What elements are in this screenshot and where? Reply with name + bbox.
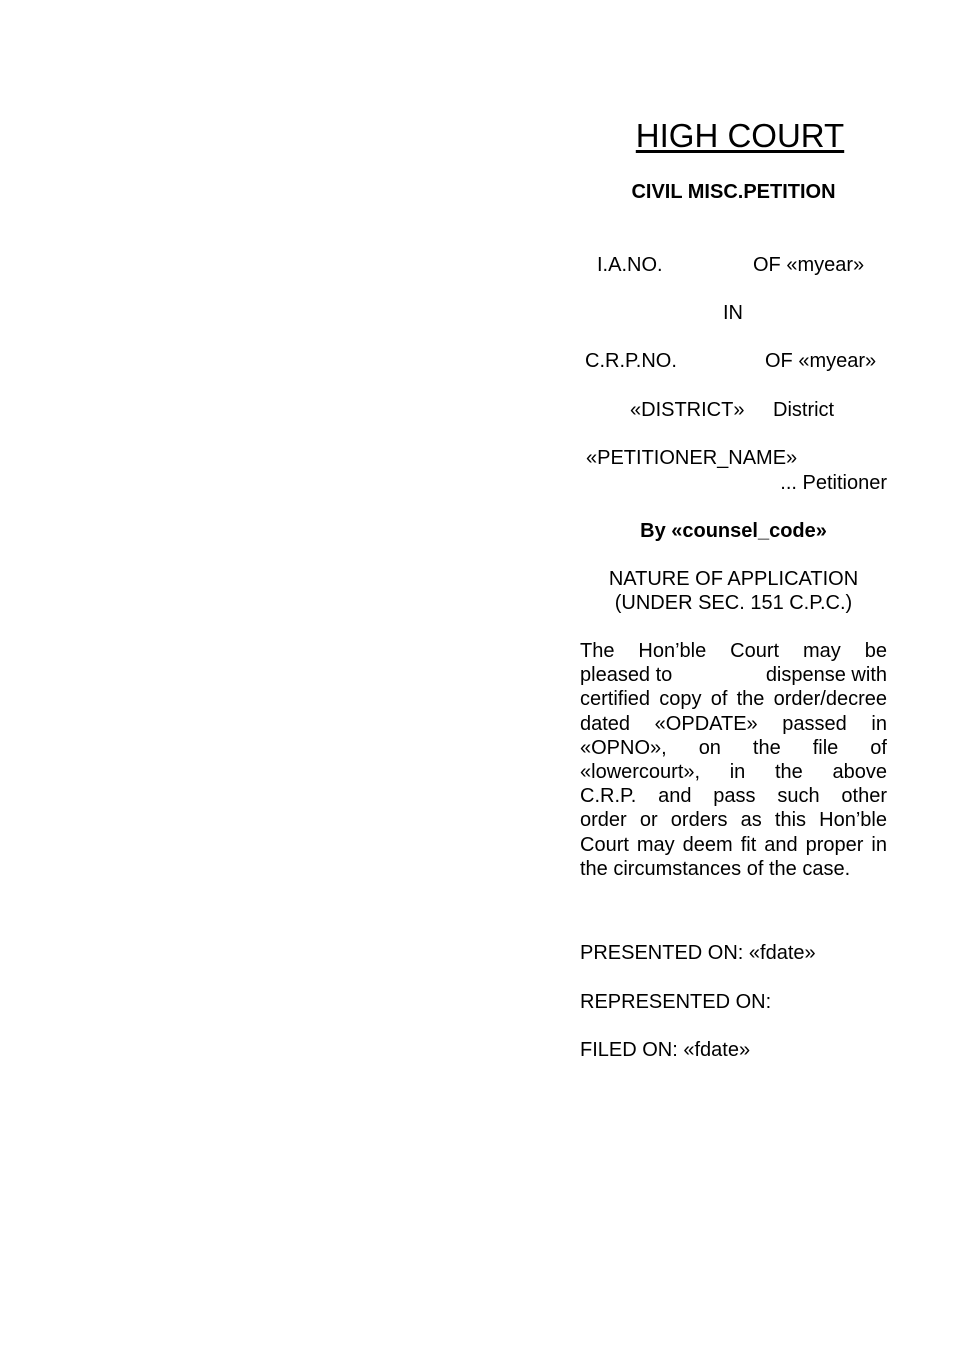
prayer-word: Court: [730, 640, 780, 662]
prayer-word: certified copy of the order/decree: [580, 688, 887, 711]
prayer-word: the: [774, 761, 803, 784]
prayer-word: the: [752, 736, 781, 759]
presented-on: PRESENTED ON: «fdate»: [580, 942, 816, 964]
filed-on: FILED ON: «fdate»: [580, 1039, 751, 1061]
in-label: IN: [723, 302, 743, 324]
prayer-word: may: [803, 640, 841, 662]
prayer-word: Court may deem fit and proper in: [580, 833, 887, 856]
prayer-line: [580, 833, 887, 857]
prayer-word: the circumstances of the case.: [580, 857, 851, 880]
nature-of-application: NATURE OF APPLICATION: [608, 568, 859, 590]
petition-type: CIVIL MISC.PETITION: [631, 181, 836, 203]
prayer-line: [580, 857, 887, 881]
prayer-word: pleased to: [580, 664, 673, 687]
petitioner-role: ... Petitioner: [780, 472, 887, 494]
court-title: HIGH COURT: [635, 117, 845, 154]
district-field: «DISTRICT»: [630, 399, 745, 421]
crp-year: OF «myear»: [765, 350, 877, 372]
prayer-line: [580, 736, 887, 760]
prayer-word: Hon’ble: [638, 640, 707, 662]
prayer-word: of: [870, 736, 887, 759]
prayer-word: such: [777, 785, 820, 808]
prayer-word: be: [864, 640, 887, 662]
prayer-line: [580, 712, 887, 736]
crp-label: C.R.P.NO.: [585, 350, 677, 372]
prayer-line: [580, 639, 887, 663]
prayer-line: [580, 784, 887, 808]
prayer-paragraph: [580, 639, 887, 881]
prayer-word: passed: [782, 712, 847, 735]
prayer-word: this: [774, 809, 807, 832]
prayer-word: dispense with: [765, 664, 887, 687]
prayer-word: in: [729, 761, 746, 784]
counsel-line: By «counsel_code»: [640, 520, 827, 542]
prayer-word: C.R.P.: [580, 785, 637, 808]
prayer-word: «OPNO»,: [580, 736, 667, 759]
prayer-word: or: [639, 809, 658, 832]
district-label: District: [773, 399, 835, 421]
prayer-line: [580, 663, 887, 687]
petitioner-name: «PETITIONER_NAME»: [586, 447, 798, 469]
prayer-word: order: [580, 809, 627, 832]
prayer-word: above: [832, 761, 887, 784]
prayer-line: [580, 760, 887, 784]
prayer-line: [580, 808, 887, 832]
prayer-word: on: [698, 736, 721, 759]
prayer-word: and: [658, 785, 692, 808]
prayer-word: as: [740, 809, 762, 832]
prayer-word: other: [841, 785, 887, 808]
prayer-word: dated: [580, 712, 631, 735]
ia-year: OF «myear»: [753, 254, 865, 276]
prayer-word: «lowercourt»,: [580, 761, 701, 784]
represented-on: REPRESENTED ON:: [580, 991, 772, 1013]
prayer-word: pass: [713, 785, 756, 808]
ia-label: I.A.NO.: [597, 254, 663, 276]
prayer-word: file: [812, 736, 839, 759]
prayer-line: [580, 687, 887, 711]
prayer-word: The: [580, 640, 615, 662]
section-reference: (UNDER SEC. 151 C.P.C.): [614, 592, 853, 614]
prayer-word: «OPDATE»: [654, 712, 758, 735]
prayer-word: Hon’ble: [819, 809, 887, 832]
prayer-word: in: [871, 712, 887, 735]
prayer-word: orders: [670, 809, 728, 832]
